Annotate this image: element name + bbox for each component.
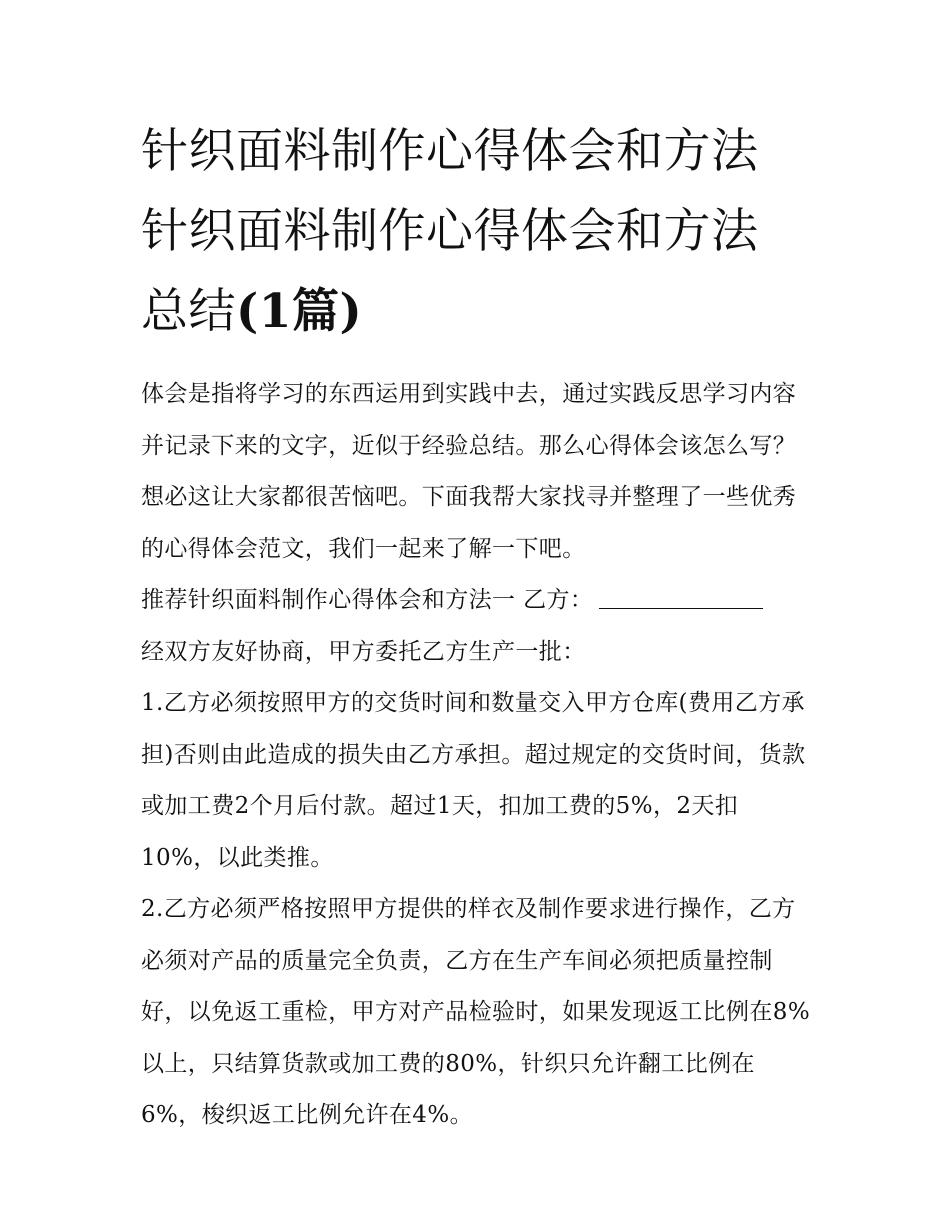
intro-paragraph: 体会是指将学习的东西运用到实践中去，通过实践反思学习内容并记录下来的文字，近似于经验总结。那么心得体会该怎么写？想必这让大家都很苦恼吧。下面我帮大家找寻并整理了一些优秀的心得体会范文，我们一起来了解一下吧。 bbox=[141, 381, 797, 562]
agreement-paragraph: 经双方友好协商，甲方委托乙方生产一批： bbox=[141, 638, 586, 665]
party-b-blank-line bbox=[599, 582, 763, 609]
document-content bbox=[141, 112, 813, 1142]
title-line-3-suffix: (1篇) bbox=[236, 284, 363, 339]
recommend-label: 推荐针织面料制作心得体会和方法一 乙方： bbox=[141, 587, 594, 613]
clause-2-paragraph: 2.乙方必须严格按照甲方提供的样衣及制作要求进行操作，乙方必须对产品的质量完全负责，乙方在生产车间必须把质量控制好，以免返工重检，甲方对产品检验时，如果发现返工比例在8%以上，只结算货款或加工费的80%，针织只允许翻工比例在6%，梭织返工比例允许在4%。 bbox=[141, 896, 811, 1128]
title-line-1: 针织面料制作心得体会和方法 bbox=[141, 124, 759, 179]
clause-1-paragraph: 1.乙方必须按照甲方的交货时间和数量交入甲方仓库(费用乙方承担)否则由此造成的损失由乙方承担。超过规定的交货时间，货款或加工费2个月后付款。超过1天，扣加工费的5%，2天扣10%，以此类推。 bbox=[141, 690, 806, 871]
title-line-3-prefix: 总结 bbox=[141, 284, 236, 339]
recommend-line bbox=[141, 575, 813, 627]
document-body bbox=[141, 369, 813, 1142]
document-title bbox=[141, 112, 813, 352]
title-line-2: 针织面料制作心得体会和方法 bbox=[141, 204, 759, 259]
